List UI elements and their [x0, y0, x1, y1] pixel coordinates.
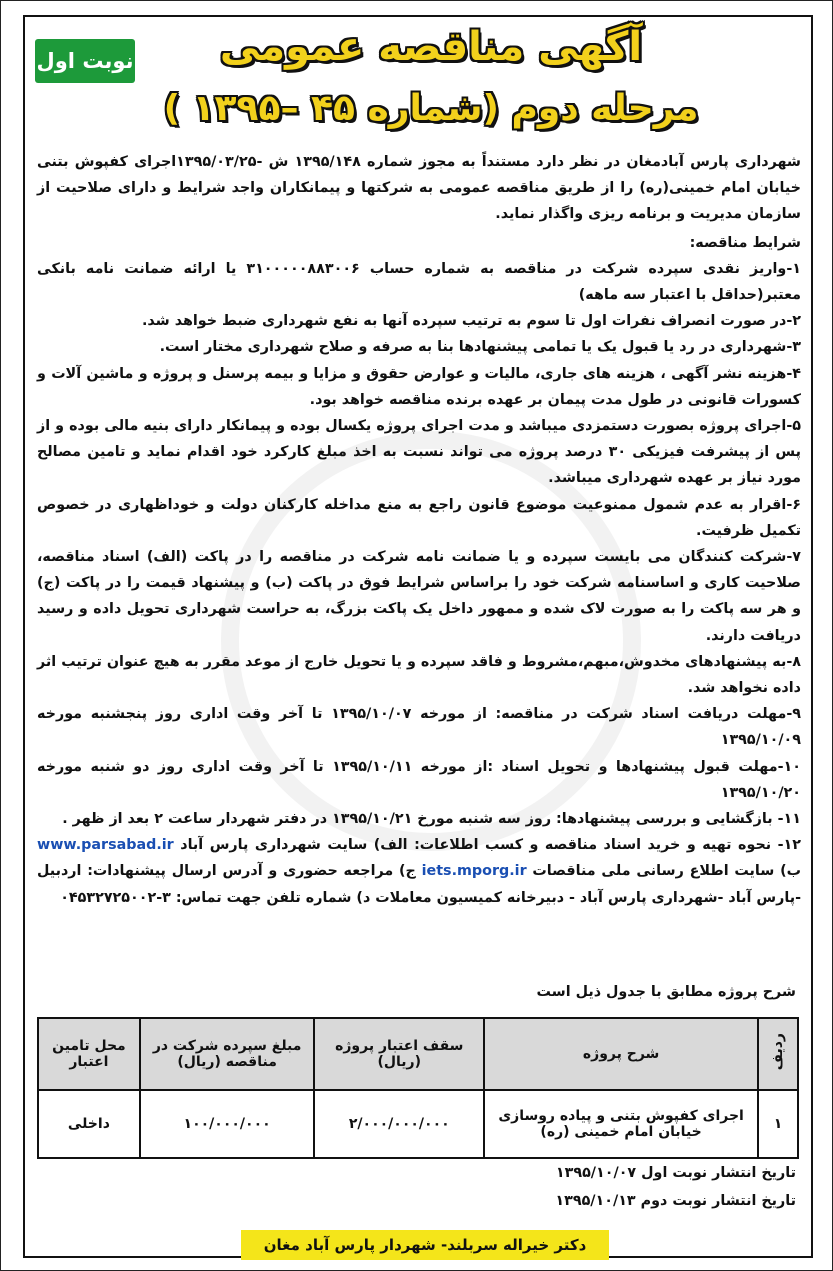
table-intro: شرح پروژه مطابق با جدول ذیل است: [536, 984, 796, 1000]
condition-item: ۷-شرکت کنندگان می بایست سپرده و یا ضمانت نامه شرکت در مناقصه را در پاکت (الف) اسناد مناقصه، صلاحیت کاری و اساسنامه شرکت خود را براساس شرایط فوق در پاکت (ب) و پیشنهاد قیمت را در پاکت (ج) و هر سه پاکت را به صورت لاک شده و ممهور داخل یک پاکت بزرگ، به حراست شهرداری تحویل داده و رسید دریافت دارند.: [37, 549, 801, 644]
cell-deposit: ۱۰۰/۰۰۰/۰۰۰: [140, 1090, 315, 1158]
condition-item-12: [37, 832, 801, 911]
second-publication-date: تاریخ انتشار نوبت دوم ۱۳۹۵/۱۰/۱۳: [555, 1193, 796, 1209]
header-deposit: مبلغ سپرده شرکت در مناقصه (ریال): [140, 1018, 315, 1090]
notice-title: آگهی مناقصه عمومی: [219, 24, 643, 70]
cell-fund: داخلی: [38, 1090, 140, 1158]
condition-item: ۸-به پیشنهادهای مخدوش،مبهم،مشروط و فاقد سپرده و یا تحویل خارج از موعد مقرر به هیچ عنوان ترتیب اثر داده نخواهد شد.: [37, 653, 801, 697]
condition-item: ۲-در صورت انصراف نفرات اول تا سوم به ترتیب سپرده آنها به نفع شهرداری ضبط خواهد شد.: [141, 313, 801, 330]
condition-item: ۴-هزینه نشر آگهی ، هزینه های جاری، مالیات و عوارض حقوق و مزایا و بیمه پرسنل و پروژه و ماشین آلات و کسورات قانونی در طول مدت پیمان بر عهده برنده مناقصه خواهد بود.: [37, 365, 801, 408]
item12-text: ۱۲- نحوه تهیه و خرید اسناد مناقصه و کسب اطلاعات: الف) سایت شهرداری پارس آباد: [173, 837, 801, 854]
condition-item: ۶-اقرار به عدم شمول ممنوعیت موضوع قانون راجع به منع مداخله کارکنان دولت و خوداظهاری در خصوص تکمیل ظرفیت.: [37, 496, 801, 539]
condition-item: ۱۱- بازگشایی و بررسی پیشنهادها: روز سه شنبه مورخ ۱۳۹۵/۱۰/۲۱ در دفتر شهردار ساعت ۲ بعد از ظهر .: [62, 811, 801, 828]
condition-item: ۹-مهلت دریافت اسناد شرکت در مناقصه: از مورخه ۱۳۹۵/۱۰/۰۷ تا آخر وقت اداری روز پنجشنبه مورخه ۱۳۹۵/۱۰/۰۹: [37, 706, 801, 749]
condition-item: ۱-واریز نقدی سپرده شرکت در مناقصه به شماره حساب ۳۱۰۰۰۰۰۸۸۳۰۰۶ یا ارائه ضمانت نامه بانکی معتبر(حداقل با اعتبار سه ماهه): [37, 260, 801, 304]
cell-idx: ۱: [758, 1090, 798, 1158]
table-header-row: [38, 1018, 798, 1090]
notice-subtitle: مرحله دوم (شماره ۴۵ –۱۳۹۵ ): [163, 88, 699, 129]
item12-text: ب) سایت اطلاع رسانی ملی مناقصات: [526, 863, 801, 880]
condition-item: ۱۰-مهلت قبول پیشنهادها و تحویل اسناد :از مورخه ۱۳۹۵/۱۰/۱۱ تا آخر وقت اداری روز دو شنبه مورخه ۱۳۹۵/۱۰/۲۰: [37, 758, 801, 801]
projects-table: [37, 1017, 799, 1159]
header-idx: ردیف: [758, 1018, 798, 1090]
condition-item: ۳-شهرداری در رد یا قبول یک یا تمامی پیشنهادها بنا به صرفه و صلاح شهرداری مختار است.: [159, 339, 801, 356]
mayor-signature: دکتر خیراله سربلند- شهردار پارس آباد مغان: [241, 1230, 609, 1260]
intro-paragraph: شهرداری پارس آبادمغان در نظر دارد مستنداً به مجوز شماره ۱۳۹۵/۱۴۸ ش -۱۳۹۵/۰۳/۲۵اجرای کفپوش بتنی خیابان امام خمینی(ره) را از طریق مناقصه عمومی به شرکتها و پیمانکاران واجد شرایط و دارای صلاحیت از سازمان مدیریت و برنامه ریزی واگذار نماید.: [37, 154, 801, 223]
tender-portal-link[interactable]: iets.mporg.ir: [421, 863, 527, 880]
condition-item: ۵-اجرای پروژه بصورت دستمزدی میباشد و مدت اجرای پروژه یکسال بوده و پیمانکار دارای بنیه مالی بوده و از پس از پیشرفت فیزیکی ۳۰ درصد پروژه می تواند نسبت به اخذ مبلغ کارکرد خود اقدام نماید و تامین مصالح مورد نیاز بر عهده شهرداری میباشد.: [37, 418, 801, 487]
header-desc: شرح پروژه: [484, 1018, 758, 1090]
table-row: [38, 1090, 798, 1158]
cell-budget: ۲/۰۰۰/۰۰۰/۰۰۰: [314, 1090, 484, 1158]
item12-text: ج) مراجعه حضوری و آدرس ارسال پیشنهادات: اردبیل -پارس آباد -شهرداری پارس آباد - دبیرخانه کمیسیون معاملات د) شماره تلفن جهت تماس: ۳-۰۴۵۳۲۷۲۵۰۰۲: [37, 863, 801, 906]
municipality-website-link[interactable]: www.parsabad.ir: [37, 837, 174, 854]
notice-body: [37, 149, 801, 911]
edition-badge: نوبت اول: [35, 39, 135, 83]
conditions-label: شرایط مناقصه:: [689, 234, 801, 251]
publication-dates: [555, 1159, 796, 1215]
header-fund: محل تامین اعتبار: [38, 1018, 140, 1090]
cell-desc: اجرای کفپوش بتنی و پیاده روسازی خیابان امام خمینی (ره): [484, 1090, 758, 1158]
first-publication-date: تاریخ انتشار نوبت اول ۱۳۹۵/۱۰/۰۷: [555, 1165, 796, 1181]
header-budget: سقف اعتبار پروژه (ریال): [314, 1018, 484, 1090]
